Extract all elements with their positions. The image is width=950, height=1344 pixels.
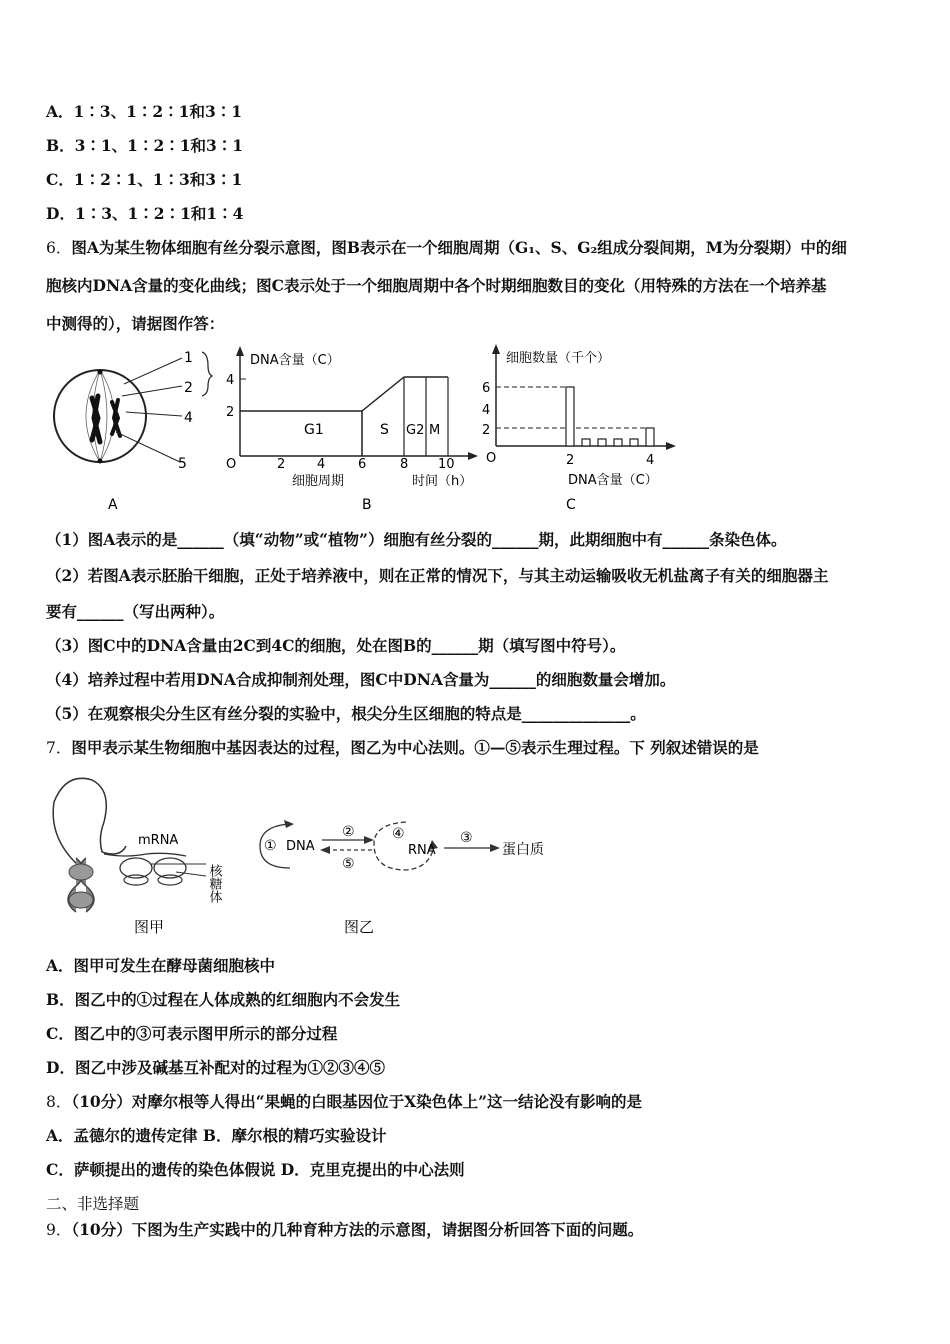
q9-stem-text: （10分）下图为生产实践中的几种育种方法的示意图，请据图分析回答下面的问题。: [71, 1220, 644, 1239]
figb-xtick-0: O: [226, 457, 237, 472]
q8-options-line1: A．孟德尔的遗传定律 B．摩尔根的精巧实验设计: [46, 1126, 387, 1145]
q6-sub2-line1: （2）若图A表示胚胎干细胞，正处于培养液中，则在正常的情况下，与其主动运输吸收无机盐离子有关的细胞器主: [46, 566, 829, 585]
q9-stem: [46, 1220, 643, 1240]
yi-process-5: ⑤: [342, 856, 355, 872]
q6-stem-line2: 胞核内DNA含量的变化曲线；图C表示处于一个细胞周期中各个时期细胞数目的变化（用特殊的方法在一个培养基: [46, 276, 827, 295]
yi-protein-label: 蛋白质: [502, 842, 544, 858]
figc-ylabel: 细胞数量（千个）: [506, 351, 611, 366]
figc-ytick-2: 2: [482, 423, 491, 438]
jia-mrna-label: mRNA: [138, 833, 179, 848]
q7-number: 7．: [46, 739, 72, 757]
figc-xtick-2: 2: [566, 453, 575, 468]
q7-stem-text: 图甲表示某生物细胞中基因表达的过程，图乙为中心法则。①—⑤表示生理过程。下 列叙述错误的是: [71, 738, 759, 757]
figure-b-chart: [222, 344, 492, 516]
q9-number: 9．: [46, 1221, 72, 1239]
figc-ytick-4: 4: [482, 403, 491, 418]
q6-sub3: （3）图C中的DNA含量由2C到4C的细胞，处在图B的______期（填写图中符号）。: [46, 636, 626, 655]
figb-caption: B: [362, 497, 372, 513]
figb-phase-g1: G1: [304, 422, 324, 438]
q7-option-b: B．图乙中的①过程在人体成熟的红细胞内不会发生: [46, 990, 401, 1009]
q7-option-c: C．图乙中的③可表示图甲所示的部分过程: [46, 1024, 338, 1043]
figure-jia: [46, 772, 246, 942]
figure-c-chart: [480, 344, 680, 516]
q6-number: 6．: [46, 239, 72, 257]
figa-label-5: 5: [178, 456, 187, 472]
q6-sub1: （1）图A表示的是______（填“动物”或“植物”）细胞有丝分裂的______期，此期细胞中有______条染色体。: [46, 530, 787, 549]
q8-stem-text: （10分）对摩尔根等人得出“果蝇的白眼基因位于X染色体上”这一结论没有影响的是: [71, 1092, 643, 1111]
figb-xtick-8: 8: [400, 457, 409, 472]
section-heading: 二、非选择题: [46, 1195, 140, 1213]
figa-caption: A: [108, 497, 118, 513]
figure-yi: [256, 812, 556, 942]
figc-xlabel: DNA含量（C）: [568, 473, 658, 488]
yi-caption: 图乙: [344, 918, 375, 936]
figb-ylabel: DNA含量（C）: [250, 353, 340, 368]
figb-ytick-2: 2: [226, 405, 235, 420]
figb-xtick-2: 2: [277, 457, 286, 472]
figa-label-2: 2: [184, 380, 193, 396]
yi-process-2: ②: [342, 824, 355, 840]
option-d: D．1∶3、1∶2∶1和1∶4: [46, 204, 244, 223]
option-a: A．1∶3、1∶2∶1和3∶1: [46, 102, 243, 121]
yi-process-3: ③: [460, 830, 473, 846]
q8-options-line2: C．萨顿提出的遗传的染色体假说 D．克里克提出的中心法则: [46, 1160, 465, 1179]
yi-rna-label: RNA: [408, 843, 436, 858]
figc-ytick-6: 6: [482, 381, 491, 396]
figb-xtick-10: 10: [438, 457, 455, 472]
figb-phase-m: M: [429, 423, 441, 438]
jia-caption: 图甲: [134, 918, 165, 936]
q8-number: 8．: [46, 1093, 72, 1111]
yi-process-4: ④: [392, 826, 405, 842]
jia-ribosome-label: 核糖体: [206, 864, 222, 903]
figb-xlabel: 细胞周期: [292, 474, 345, 489]
q6-stem-line3: 中测得的），请据图作答：: [46, 314, 225, 333]
q6-stem-line1: [46, 238, 847, 258]
figb-xtick-6: 6: [358, 457, 367, 472]
yi-process-1: ①: [264, 838, 277, 854]
yi-dna-label: DNA: [286, 839, 315, 854]
option-c: C．1∶2∶1、1∶3和3∶1: [46, 170, 243, 189]
q6-sub2-line2: 要有______（写出两种）。: [46, 602, 225, 621]
q7-option-a: A．图甲可发生在酵母菌细胞核中: [46, 956, 276, 975]
figb-xtick-4: 4: [317, 457, 326, 472]
figa-label-4: 4: [184, 410, 193, 426]
figb-xlabel-time: 时间（h）: [412, 474, 473, 489]
q6-sub4: （4）培养过程中若用DNA合成抑制剂处理，图C中DNA含量为______的细胞数量会增加。: [46, 670, 676, 689]
figb-ytick-4: 4: [226, 373, 235, 388]
figa-label-1: 1: [184, 350, 193, 366]
figb-phase-g2: G2: [406, 423, 425, 438]
figc-caption: C: [566, 497, 576, 513]
q7-option-d: D．图乙中涉及碱基互补配对的过程为①②③④⑤: [46, 1058, 385, 1077]
q7-stem: [46, 738, 759, 758]
option-b: B．3∶1、1∶2∶1和3∶1: [46, 136, 244, 155]
figb-phase-s: S: [380, 422, 389, 438]
figc-xtick-0: O: [486, 451, 497, 466]
figure-a-cell: [52, 346, 222, 516]
q6-stem-text1: 图A为某生物体细胞有丝分裂示意图，图B表示在一个细胞周期（G₁、S、G₂组成分裂间期，M为分裂期）中的细: [71, 238, 847, 257]
q6-sub5: （5）在观察根尖分生区有丝分裂的实验中，根尖分生区细胞的特点是______________。: [46, 704, 646, 723]
figc-xtick-4: 4: [646, 453, 655, 468]
q8-stem: [46, 1092, 642, 1112]
